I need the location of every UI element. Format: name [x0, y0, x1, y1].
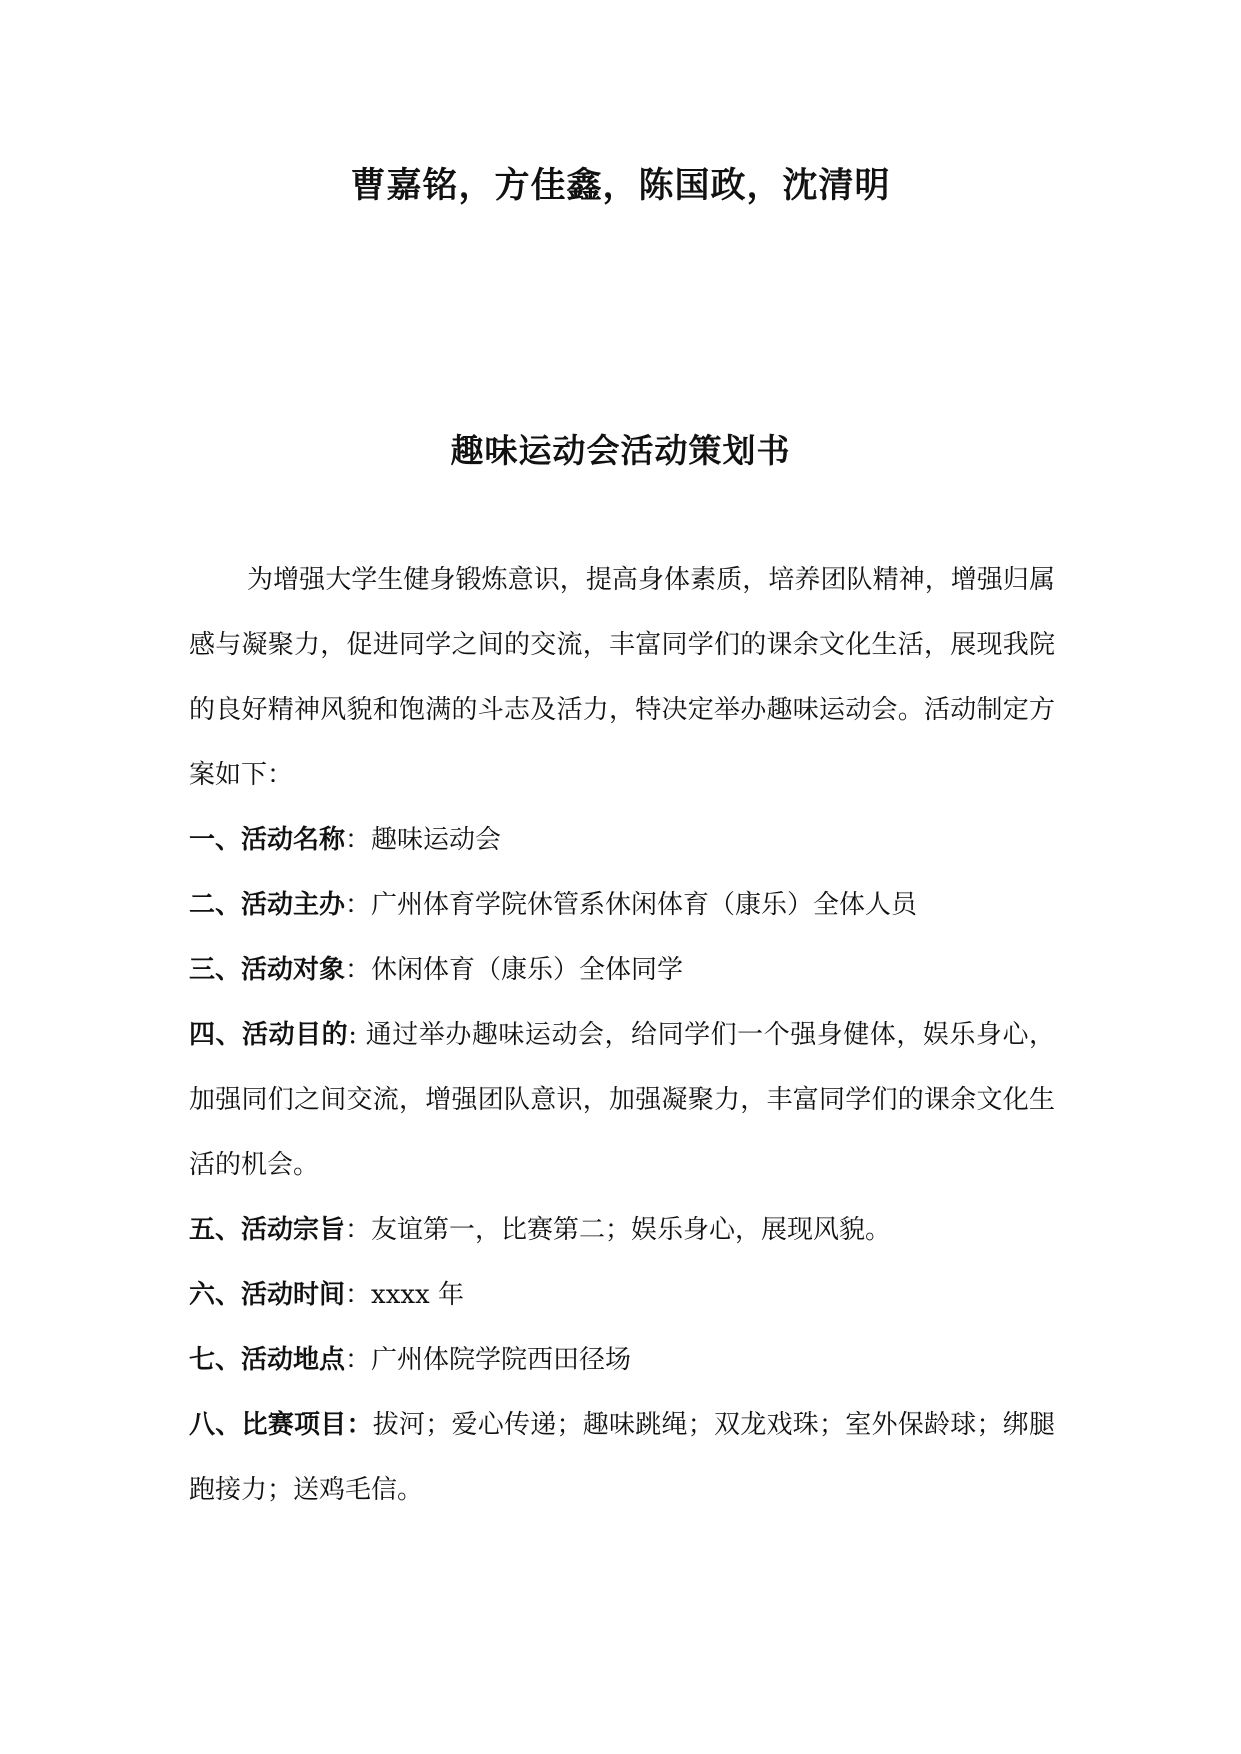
- section-label: 四、活动目的: [189, 1020, 349, 1050]
- section-separator: ：: [345, 955, 372, 985]
- section-text: 趣味运动会: [371, 825, 502, 855]
- section-text: 广州体育学院休管系休闲体育（康乐）全体人员: [371, 890, 918, 920]
- section-separator: ：: [345, 1280, 372, 1310]
- intro-paragraph: 为增强大学生健身锻炼意识，提高身体素质，培养团队精神，增强归属感与凝聚力，促进同学之间的交流，丰富同学们的课余文化生活，展现我院的良好精神风貌和饱满的斗志及活力，特决定举办趣味运动会。活动制定方案如下：: [189, 565, 1055, 790]
- section-separator: ：: [345, 1345, 372, 1375]
- section-location: [189, 1328, 1055, 1393]
- author-names: 曹嘉铭，方佳鑫，陈国政，沈清明: [350, 166, 891, 206]
- section-audience: [189, 938, 1055, 1003]
- section-tenet: [189, 1198, 1055, 1263]
- section-label: 八、比赛项目：: [189, 1410, 373, 1440]
- section-time: [189, 1263, 1055, 1328]
- document-title: 趣味运动会活动策划书: [450, 431, 791, 470]
- section-activity-name: [189, 808, 1055, 873]
- section-label: 一、活动名称: [189, 825, 346, 855]
- section-organizer: [189, 873, 1055, 938]
- section-label: 七、活动地点: [189, 1345, 346, 1375]
- section-text: xxxx 年: [371, 1280, 464, 1310]
- section-text: 友谊第一，比赛第二；娱乐身心，展现风貌。: [371, 1215, 892, 1245]
- section-separator: ：: [345, 825, 372, 855]
- section-label: 二、活动主办: [189, 890, 346, 920]
- section-text: 休闲体育（康乐）全体同学: [371, 955, 684, 985]
- section-text: 通过举办趣味运动会，给同学们一个强身健体，娱乐身心，加强同们之间交流，增强团队意识，加强凝聚力，丰富同学们的课余文化生活的机会。: [189, 1020, 1055, 1180]
- section-text: 广州体院学院西田径场: [371, 1345, 632, 1375]
- section-events: [189, 1393, 1055, 1523]
- document-body: [189, 548, 1055, 1523]
- section-label: 三、活动对象: [189, 955, 346, 985]
- section-label: 六、活动时间: [189, 1280, 346, 1310]
- section-separator: ：: [345, 1215, 372, 1245]
- section-text: 拔河；爱心传递；趣味跳绳；双龙戏珠；室外保龄球；绑腿跑接力；送鸡毛信。: [189, 1410, 1055, 1505]
- section-separator: ：: [345, 890, 372, 920]
- section-separator: :: [348, 1020, 366, 1050]
- section-purpose: [189, 1003, 1055, 1198]
- section-label: 五、活动宗旨: [189, 1215, 346, 1245]
